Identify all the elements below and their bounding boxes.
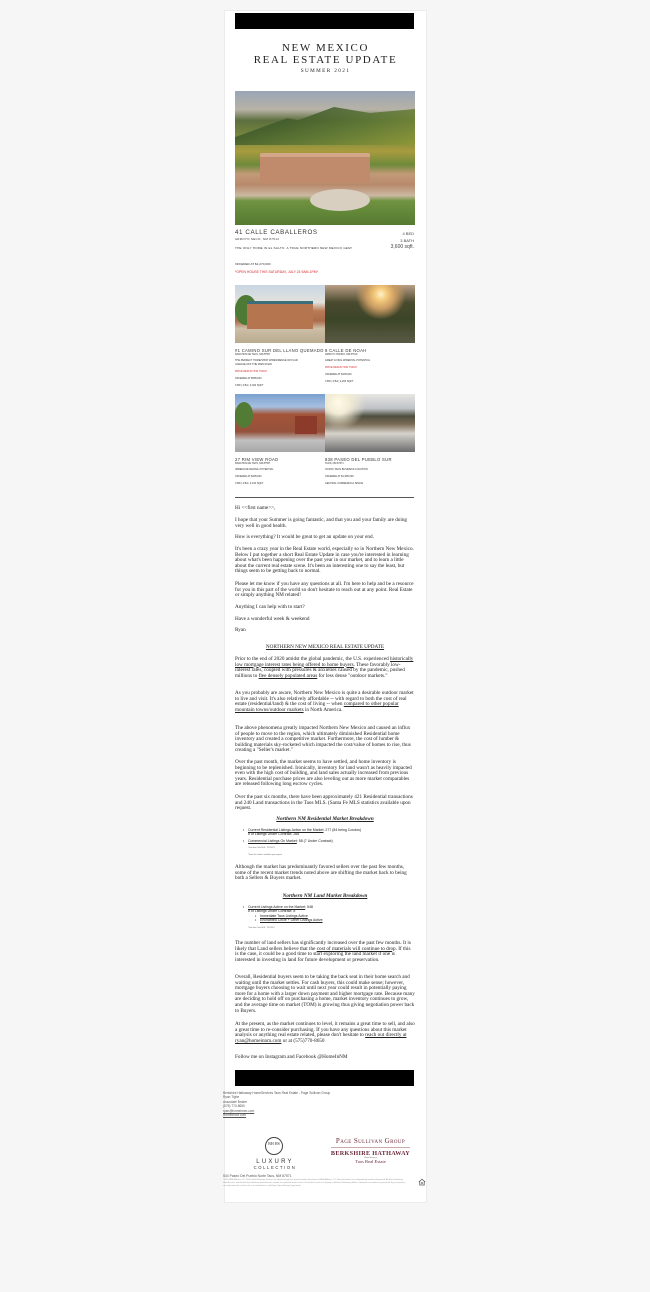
mountain-shape [235,105,415,145]
bullet-icon: • [243,828,245,832]
page-title-line1: NEW MEXICO [282,42,369,54]
land-bullets [243,905,413,930]
listing-2-specs: 3 BD | 2 BA | 2,200 SQFT [325,380,354,383]
listing-3-specs: 3 BD | 2 BA | 2,100 SQFT [235,482,264,485]
page-title-line2: REAL ESTATE UPDATE [253,54,398,66]
bullet-icon: • [255,918,257,923]
logo-divider [331,1147,410,1148]
listing-3-price: OFFERED AT $495,000 [235,475,262,478]
logo-text: Taos Real Estate [355,1159,386,1164]
listing-4-city: TAOS, NM 87571 [325,462,344,465]
letter-signature: Ryan [235,627,246,633]
letter-paragraph-5: Anything I can help with to start? [235,604,305,610]
listing-2-line1: GREAT LIVING W/RENTAL POTENTIAL [325,359,371,362]
text: in North America. [303,706,343,713]
agent-name: Ryan Tighe [223,1095,240,1100]
logo-text: BERKSHIRE HATHAWAY [330,1150,411,1157]
listing-4-specs: CENTRAL COMMERCIAL SPACE [325,482,364,485]
agent-phone: (575) 770-8650 [223,1104,245,1109]
update-paragraph-6: Although the market has predominantly favored sellers over the past few months, some of the recent market trends noted above are shifting the market back to being both a Sellers & Buyers market. [235,864,407,882]
residential-bullets [243,828,413,857]
page-subtitle: SUMMER 2021 [300,68,351,74]
listing-1-specs: 3 BD | 2 BA | 2,400 SQFT [235,384,264,387]
listing-3-city: RANCHOS DE TAOS, NM 87557 [235,462,271,465]
page-sullivan-group-logo [323,1137,418,1164]
land-listings-link[interactable]: Current Listings Active on the Market [248,905,306,909]
equal-housing-icon [418,1178,426,1186]
listing-2-address[interactable]: 8 CALLE DE NOAH [325,348,367,353]
listing-1-badge: PRICE REDUCTION TODAY [235,370,268,373]
beds-count: 4 BED [402,231,414,236]
text: : 58 (7 Under Contract) [296,838,333,843]
letter-paragraph-1: I hope that your Summer is going fantastic, and that you and your family are doing very well in good health. [235,517,408,529]
mortgage-rates-link[interactable]: historically low mortgage interest rates being offered to home buyers [235,656,414,668]
listing-3-line1: IMMEDIATE RENTAL POTENTIAL [235,468,274,471]
featured-stats [370,230,414,251]
text: Prior to the end of 2020 amidst the global pandemic, the U.S. experienced [235,656,391,662]
logo-text: COLLECTION [253,1165,297,1170]
baths-count: 3 BATH [400,238,414,243]
text: . If this is the case, it could be a good time to start exploring the land market if one is interested in investing in land for future development or preservation. [235,945,411,963]
text: : 548 [305,905,313,909]
listing-1-line1: THE PERFECT HOME/SHOP W/RESIDENCE W/3 CAR [235,359,298,362]
listing-2-city: ARROYO HONDO, NM 87513 [325,353,358,356]
mountain-towns-link[interactable]: compared to other popular mountain towns/outdoor markets [235,701,399,713]
land-breakdown-heading: Northern NM Land Market Breakdown [282,893,368,899]
footer-black-bar [235,1070,414,1086]
house-shape [260,153,370,183]
agent-title: Associate Broker [223,1099,248,1104]
legal-disclaimer: ©2021 BHH Affiliates, LLC. Real Estate Brokerage Services are offered through the network member franchisees of BHH Affiliates, LLC. Most franchisees are independently owned and operated. Berkshire Hathaway HomeServices and the Berkshire Hathaway HomeServices symbol are registered service marks of Columbia Insurance Company, a Berkshire Hathaway affiliate. Information not verified or guaranteed. If your property is currently listed with a broker, this is not intended as a solicitation. Equal Housing Opportunity. [223,1179,406,1188]
bullet-icon: • [255,913,257,918]
letter-paragraph-6: Have a wonderful week & weekend [235,616,310,622]
header-black-bar [235,13,414,29]
data-source-note: *Data from Taos MLS - 7/21/2021 [248,847,275,850]
update-paragraph-4: Over the past month, the market seems to have settled, and home inventory is beginning to be replenished. Ironically, inventory for land wasn't as heavily impacted even with the high cost of building, and land sales actually increased from previous years. Residential purchase prices are also leveling out as more market comparables are released following long escrow cycles. [235,759,412,788]
letter-paragraph-4: Please let me know if you have any questions at all. I'm here to help and be a resource for you in this part of the world so don't hesitate to reach out at any point. Real Estate or simply anything NM related! [235,581,414,599]
residential-under-contract: # of Listings Under Contract: 266 [248,832,300,837]
website-link[interactable]: HomeInNM.com [223,1113,247,1118]
commercial-listings-link[interactable]: Commercial Listings On Market [248,838,297,843]
update-paragraph-3: The above phenomena greatly impacted Northern New Mexico and caused an influx of people to move to the region, which ultimately diminished Residential home inventory and created a competitive market. Furthermore, the cost of lumber & building materials sky-rocketed which impacted the cost/value of homes to rise, thus creating a "Seller's market." [235,725,411,754]
listing-3-address[interactable]: 27 RIM VIEW ROAD [235,457,279,462]
sqft-value: 3,600 sqft. [390,244,414,250]
patio-shape [310,189,370,211]
brokerage-name: Berkshire Hathaway HomeServices Taos Real Estate - Page Sullivan Group [223,1091,331,1095]
footer-contact [223,1091,330,1117]
logo-text: LUXURY [256,1159,294,1165]
residential-listings-link[interactable]: Current Residential Listings Active on the Market [248,828,324,832]
update-paragraph-8: Overall, Residential buyers seem to be taking the back seat in their home search and waiting until the market settles. For cash buyers, this could make sense; however, mortgage buyers choosing to wait until next year could result in potentially paying more for a home with a larger down payment and higher mortgage rate. Because many are deciding to hold off on purchasing a home, market inventory continues to grow, and the average time on market (TOM) is growing thus giving negotiation power back to Buyers. [235,974,415,1014]
santa-fe-note: *Santa Fe statistics available upon request [248,853,282,856]
listing-2-price: OFFERED AT $435,000 [325,373,352,376]
update-paragraph-7 [235,941,415,963]
listing-4-address[interactable]: 838 PASEO DEL PUEBLO SUR [325,457,392,462]
update-paragraph-5: Over the past six months, there have been approximately 421 Residential transactions and 240 Land transactions in the Taos MLS. (Santa Fe MLS statistics available upon request. [235,794,413,812]
tree-shape [235,402,253,428]
letter-paragraph-2: How is everything? It would be great to get an update on your end. [235,534,374,540]
text: for less dense "outdoor markets." [317,672,388,679]
bhhs-seal-icon: BH HS [265,1137,283,1155]
listing-1-address[interactable]: #1 CAMINO SUR DEL LLANO QUEMADO [235,348,324,353]
listing-1-price: OFFERED AT $585,000 [235,377,262,380]
listing-image-2[interactable] [325,285,415,343]
listing-image-1[interactable] [235,285,325,343]
luxury-collection-logo [245,1159,305,1170]
text: or at (575)770-8650 [281,1037,325,1044]
text: At the present, as the market continues to level, it remains a great time to sell, and also a great time to re-consider purchasing. If you have any questions about this market analysis or anything real estate related, please don't hesitate to [235,1021,415,1039]
data-source-note: *Data from Taos MLS - 7/21/2021 [248,926,275,929]
featured-property-image[interactable] [235,91,415,225]
listing-4-price: OFFERED AT $1,995,000 [325,475,354,478]
bullet-icon: • [243,905,245,909]
office-address: 534 Paseo Del Pueblo Norte Taos, NM 87571 [223,1174,292,1178]
email-contact-link[interactable]: reach out directly at ryan@homeinnm.com [235,1032,407,1044]
logo-text: HomeServices [364,1157,377,1159]
follow-social-text: Follow me on Instagram and Facebook @HomeInNM [235,1054,348,1060]
listing-2-badge: PRICE REDUCTION TODAY [325,366,358,369]
letter-paragraph-3: It's been a crazy year in the Real Estate world, especially so in Northern New Mexico. Below I put together a short Real Estate Update in case you're interested in learning about what's been happening over the past year in our market, and to learn a little about the current real estate scene. It's been an interesting one to say the least, but things seem to be getting back to normal. [235,546,414,575]
residential-breakdown-heading: Northern NM Residential Market Breakdown [276,816,374,822]
land-under-contract: # of Listings Under Contract: 8 [248,909,296,914]
featured-address[interactable]: 41 CALLE CABALLEROS [235,229,318,236]
listing-image-4[interactable] [325,394,415,452]
agent-email-link[interactable]: ryan@homeinnm.com [223,1108,255,1113]
section-divider [235,497,414,498]
text: The number of land sellers has significantly increased over the past few months. It is likely that Land sellers believe that the [235,940,411,952]
update-heading: NORTHERN NEW MEXICO REAL ESTATE UPDATE [265,644,385,650]
letter-greeting: Hi <<first name>>, [235,505,276,511]
text: . These favorably low-interest rates, coupled with pressures & anxieties caused by the pandemic, pushed millions to [235,661,405,679]
update-paragraph-1 [235,657,415,679]
taos-listings-link[interactable]: Immediate Taos Listings Active [260,913,308,918]
featured-city: ARROYO SECO, NM 87514 [235,237,280,241]
listing-4-line1: ICONIC TAOS BUSINESS LOCATION [325,468,368,471]
enchanted-circle-link[interactable]: Enchanted Circle + Other Listings Active [260,918,323,923]
featured-price: OFFERED AT $1,270,000 [235,262,271,266]
logo-text: Page Sullivan Group [335,1137,406,1145]
open-house-notice: *OPEN HOUSE THIS SATURDAY, JULY 24 9AM-1PM* [235,270,318,274]
bullet-icon: • [243,838,245,843]
text: As you probably are aware, Northern New Mexico is quite a desirable outdoor market to live and visit. It's also relatively affordable -- with regard to both the cost of real estate (residential/land) & the cost of living -- when [235,690,414,708]
listing-1-city: RANCHOS DE TAOS, NM 87557 [235,353,271,356]
featured-description: THE ONLY HOME IN EL SALTO. A TRUE NORTHERN NEW MEXICO GEM! [235,246,353,250]
listing-1-line2: GARAGE OFF THE MAIN ROAD [235,363,272,366]
listing-image-3[interactable] [235,394,325,452]
update-paragraph-9 [235,1022,415,1044]
text: : 277 (84 being Condos) [323,828,362,832]
update-paragraph-2 [235,691,415,713]
cost-of-materials-link[interactable]: cost of materials will continue to drop [316,945,396,952]
garage-shape [295,416,317,434]
house-shape [247,301,313,329]
densely-populated-link[interactable]: flee densely populated areas [258,672,318,679]
